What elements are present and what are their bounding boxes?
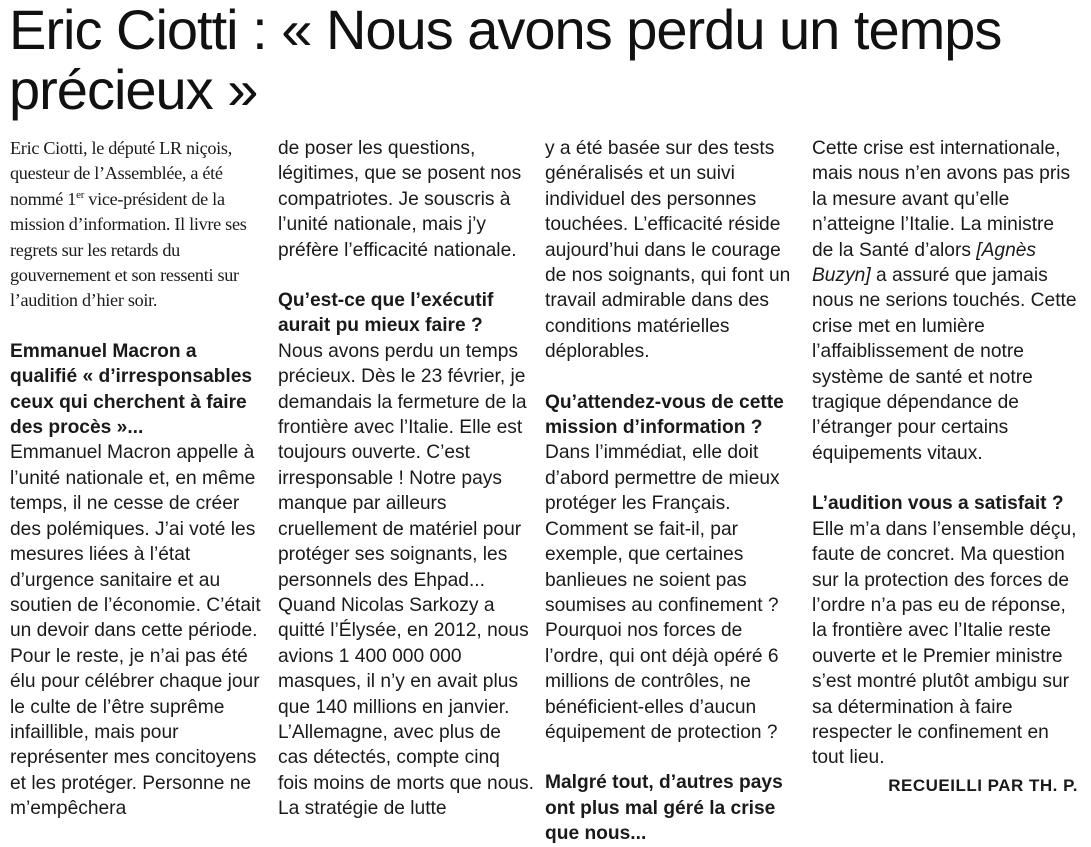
answer-5: Elle m’a dans l’ensemble déçu, faute de concret. Ma question sur la protection des forces de l’ordre n’a pas eu de réponse, la frontière avec l’Italie reste ouverte et le Premier ministre s’est montré plutôt ambigu sur sa détermination à faire respecter le confinement en tout lieu. <box>812 518 1077 769</box>
column-1 <box>10 136 266 822</box>
intro-superscript: er <box>76 188 85 201</box>
question-2: Qu’est-ce que l’exécutif aurait pu mieux faire ? <box>278 290 494 337</box>
answer-2: Nous avons perdu un temps précieux. Dès le 23 février, je demandais la fermeture de la frontière avec l’Italie. Elle est toujours ouverte. C’est irresponsable ! Notre pays manque par ailleurs cruellement de matériel pour protéger ses soignants, les personnels des Ehpad... Quand Nicolas Sarkozy a quitté l’Élysée, en 2012, nous avions 1 400 000 000 masques, il n’y en avait plus que 140 millions en janvier. L’Allemagne, avec plus de cas détectés, compte cinq fois moins de morts que nous. La stratégie de lutte <box>278 340 534 820</box>
answer-1: Emmanuel Macron appelle à l’unité nationale et, en même temps, il ne cesse de créer des polémiques. J’ai voté les mesures liées à l’état d’urgence sanitaire et au soutien de l’économie. C’était un devoir dans cette période. Pour le reste, je n’ai pas été élu pour célébrer chaque jour le culte de l’être suprême infaillible, mais pour représenter mes concitoyens et les protéger. Personne ne m’empêchera <box>10 442 261 820</box>
answer-4-part-1: Cette crise est internationale, mais nous n’en avons pas pris la mesure avant qu’elle n’atteigne l’Italie. La ministre de la Santé d’alors <box>812 138 1071 261</box>
question-1: Emmanuel Macron a qualifié « d’irresponsables ceux qui cherchent à faire des procès »... <box>10 340 253 439</box>
byline-signature: RECUEILLI PAR TH. P. <box>888 775 1078 795</box>
answer-1-continued: de poser les questions, légitimes, que se posent nos compatriotes. Je souscris à l’unité nationale, mais j’y préfère l’efficacité nationale. <box>278 138 522 261</box>
answer-4 <box>812 136 1078 466</box>
article-intro <box>10 136 266 314</box>
answer-2-continued: y a été basée sur des tests généralisés et un suivi individuel des personnes touchées. L’efficacité réside aujourd’hui dans le courage de nos soignants, qui font un travail admirable dans des conditions matérielles déplorables. <box>545 138 791 363</box>
intro-text-start: Eric Ciotti, le député LR niçois, questeur de l’Assemblée, a été nommé 1 <box>10 138 232 209</box>
intro-text-end: vice-président de la mission d’information. Il livre ses regrets sur les retards du gouvernement et son ressenti sur l’audition d’hier soir. <box>10 188 247 311</box>
column-4 <box>812 136 1078 798</box>
column-2 <box>278 136 534 822</box>
column-3 <box>545 136 801 847</box>
answer-3: Dans l’immédiat, elle doit d’abord permettre de mieux protéger les Français. Comment se fait-il, par exemple, que certaines banlieues ne soient pas soumises au confinement ? Pourquoi nos forces de l’ordre, qui ont déjà opéré 6 millions de contrôles, ne bénéficient-elles d’aucun équipement de protection ? <box>545 442 780 743</box>
question-3: Qu’attendez-vous de cette mission d’information ? <box>545 391 784 439</box>
question-5: L’audition vous a satisfait ? <box>812 493 1064 515</box>
question-4: Malgré tout, d’autres pays ont plus mal géré la crise que nous... <box>545 772 783 845</box>
answer-4-aside: [Agnès Buzyn] <box>812 239 1037 287</box>
answer-4-part-2: a assuré que jamais nous ne serions touchés. Cette crise met en lumière l’affaiblissement de notre système de santé et notre tragique dépendance de l’étranger pour certains équipements vitaux. <box>812 265 1077 464</box>
article-headline: Eric Ciotti : « Nous avons perdu un temps précieux » <box>9 0 1002 121</box>
